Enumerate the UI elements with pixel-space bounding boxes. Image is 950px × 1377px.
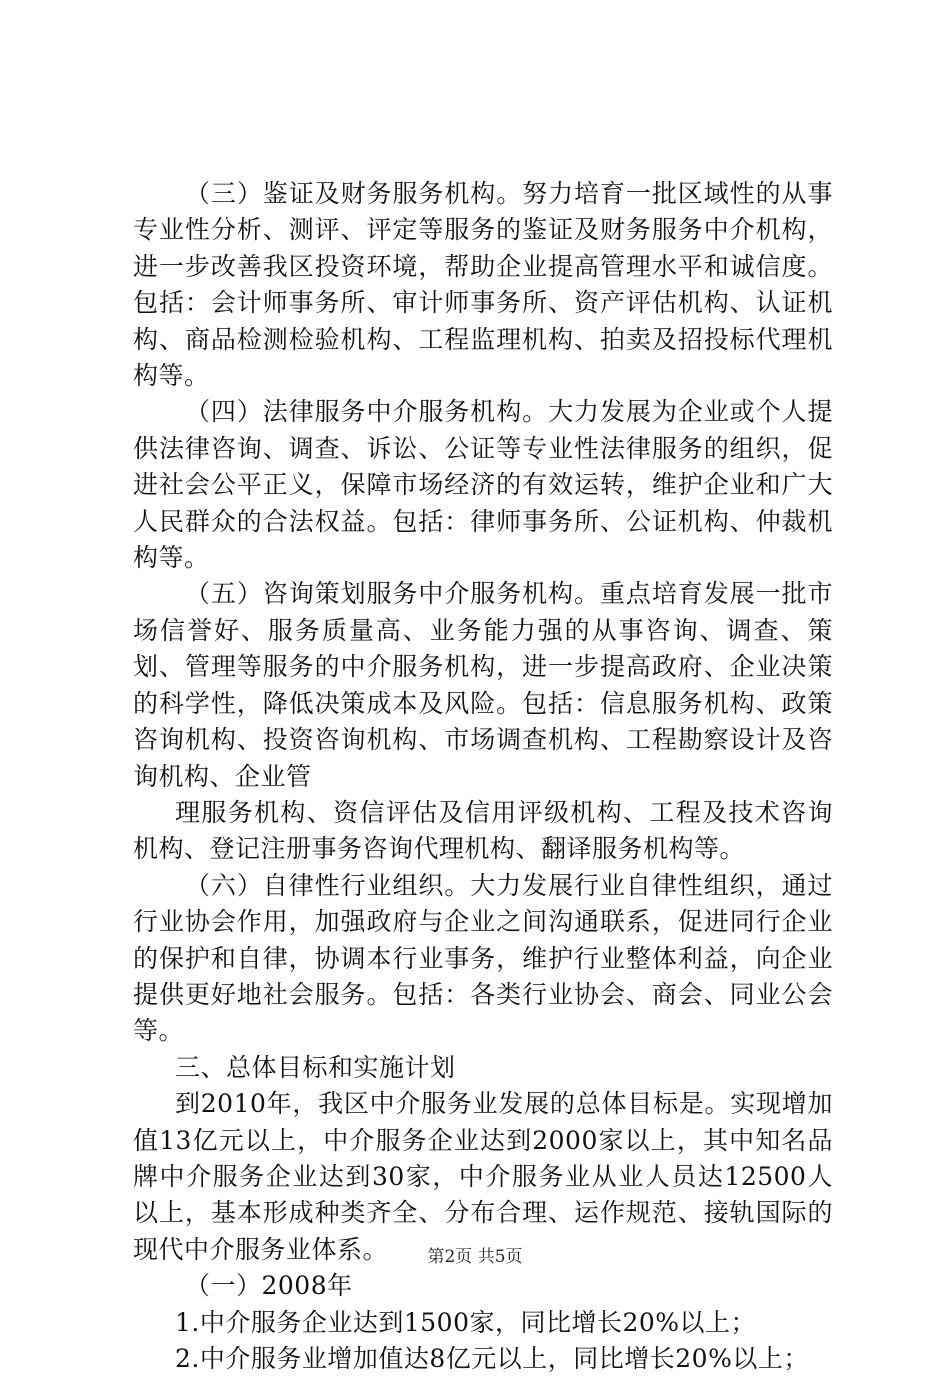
- list-item-1: 1.中介服务企业达到1500家，同比增长20%以上；: [175, 1307, 757, 1337]
- paragraph-section-6: （六）自律性行业组织。大力发展行业自律性组织，通过行业协会作用，加强政府与企业之间沟通联系，促进同行企业的保护和自律，协调本行业事务，维护行业整体利益，向企业提供更好地社会服务。包括：各类行业协会、商会、同业公会等。: [133, 870, 833, 1046]
- paragraph-section-4: （四）法律服务中介服务机构。大力发展为企业或个人提供法律咨询、调查、诉讼、公证等专业性法律服务的组织，促进社会公平正义，保障市场经济的有效运转，维护企业和广大人民群众的合法权益。包括：律师事务所、公证机构、仲裁机构等。: [133, 397, 833, 573]
- list-item-2: 2.中介服务业增加值达8亿元以上，同比增长20%以上；: [175, 1344, 809, 1373]
- document-body: [133, 176, 833, 1377]
- paragraph-section-3: （三）鉴证及财务服务机构。努力培育一批区域性的从事专业性分析、测评、评定等服务的鉴证及财务服务中介机构，进一步改善我区投资环境，帮助企业提高管理水平和诚信度。包括：会计师事务所、审计师事务所、资产评估机构、认证机构、商品检测检验机构、工程监理机构、拍卖及招投标代理机构等。: [133, 179, 833, 391]
- subheading-2008: （一）2008年: [185, 1271, 353, 1301]
- section-heading-goals: 三、总体目标和实施计划: [175, 1052, 456, 1082]
- paragraph-section-5-continued: 理服务机构、资信评估及信用评级机构、工程及技术咨询机构、登记注册事务咨询代理机构、翻译服务机构等。: [133, 797, 833, 864]
- page-footer: 第2页 共5页: [427, 1247, 523, 1267]
- paragraph-overall-goal: 到2010年，我区中介服务业发展的总体目标是。实现增加值13亿元以上，中介服务企业达到2000家以上，其中知名品牌中介服务企业达到30家，中介服务业从业人员达12500人以上，基本形成种类齐全、分布合理、运作规范、接轨国际的现代中介服务业体系。: [133, 1089, 833, 1264]
- paragraph-section-5: （五）咨询策划服务中介服务机构。重点培育发展一批市场信誉好、服务质量高、业务能力强的从事咨询、调查、策划、管理等服务的中介服务机构，进一步提高政府、企业决策的科学性，降低决策成本及风险。包括：信息服务机构、政策咨询机构、投资咨询机构、市场调查机构、工程勘察设计及咨询机构、企业管: [133, 579, 833, 791]
